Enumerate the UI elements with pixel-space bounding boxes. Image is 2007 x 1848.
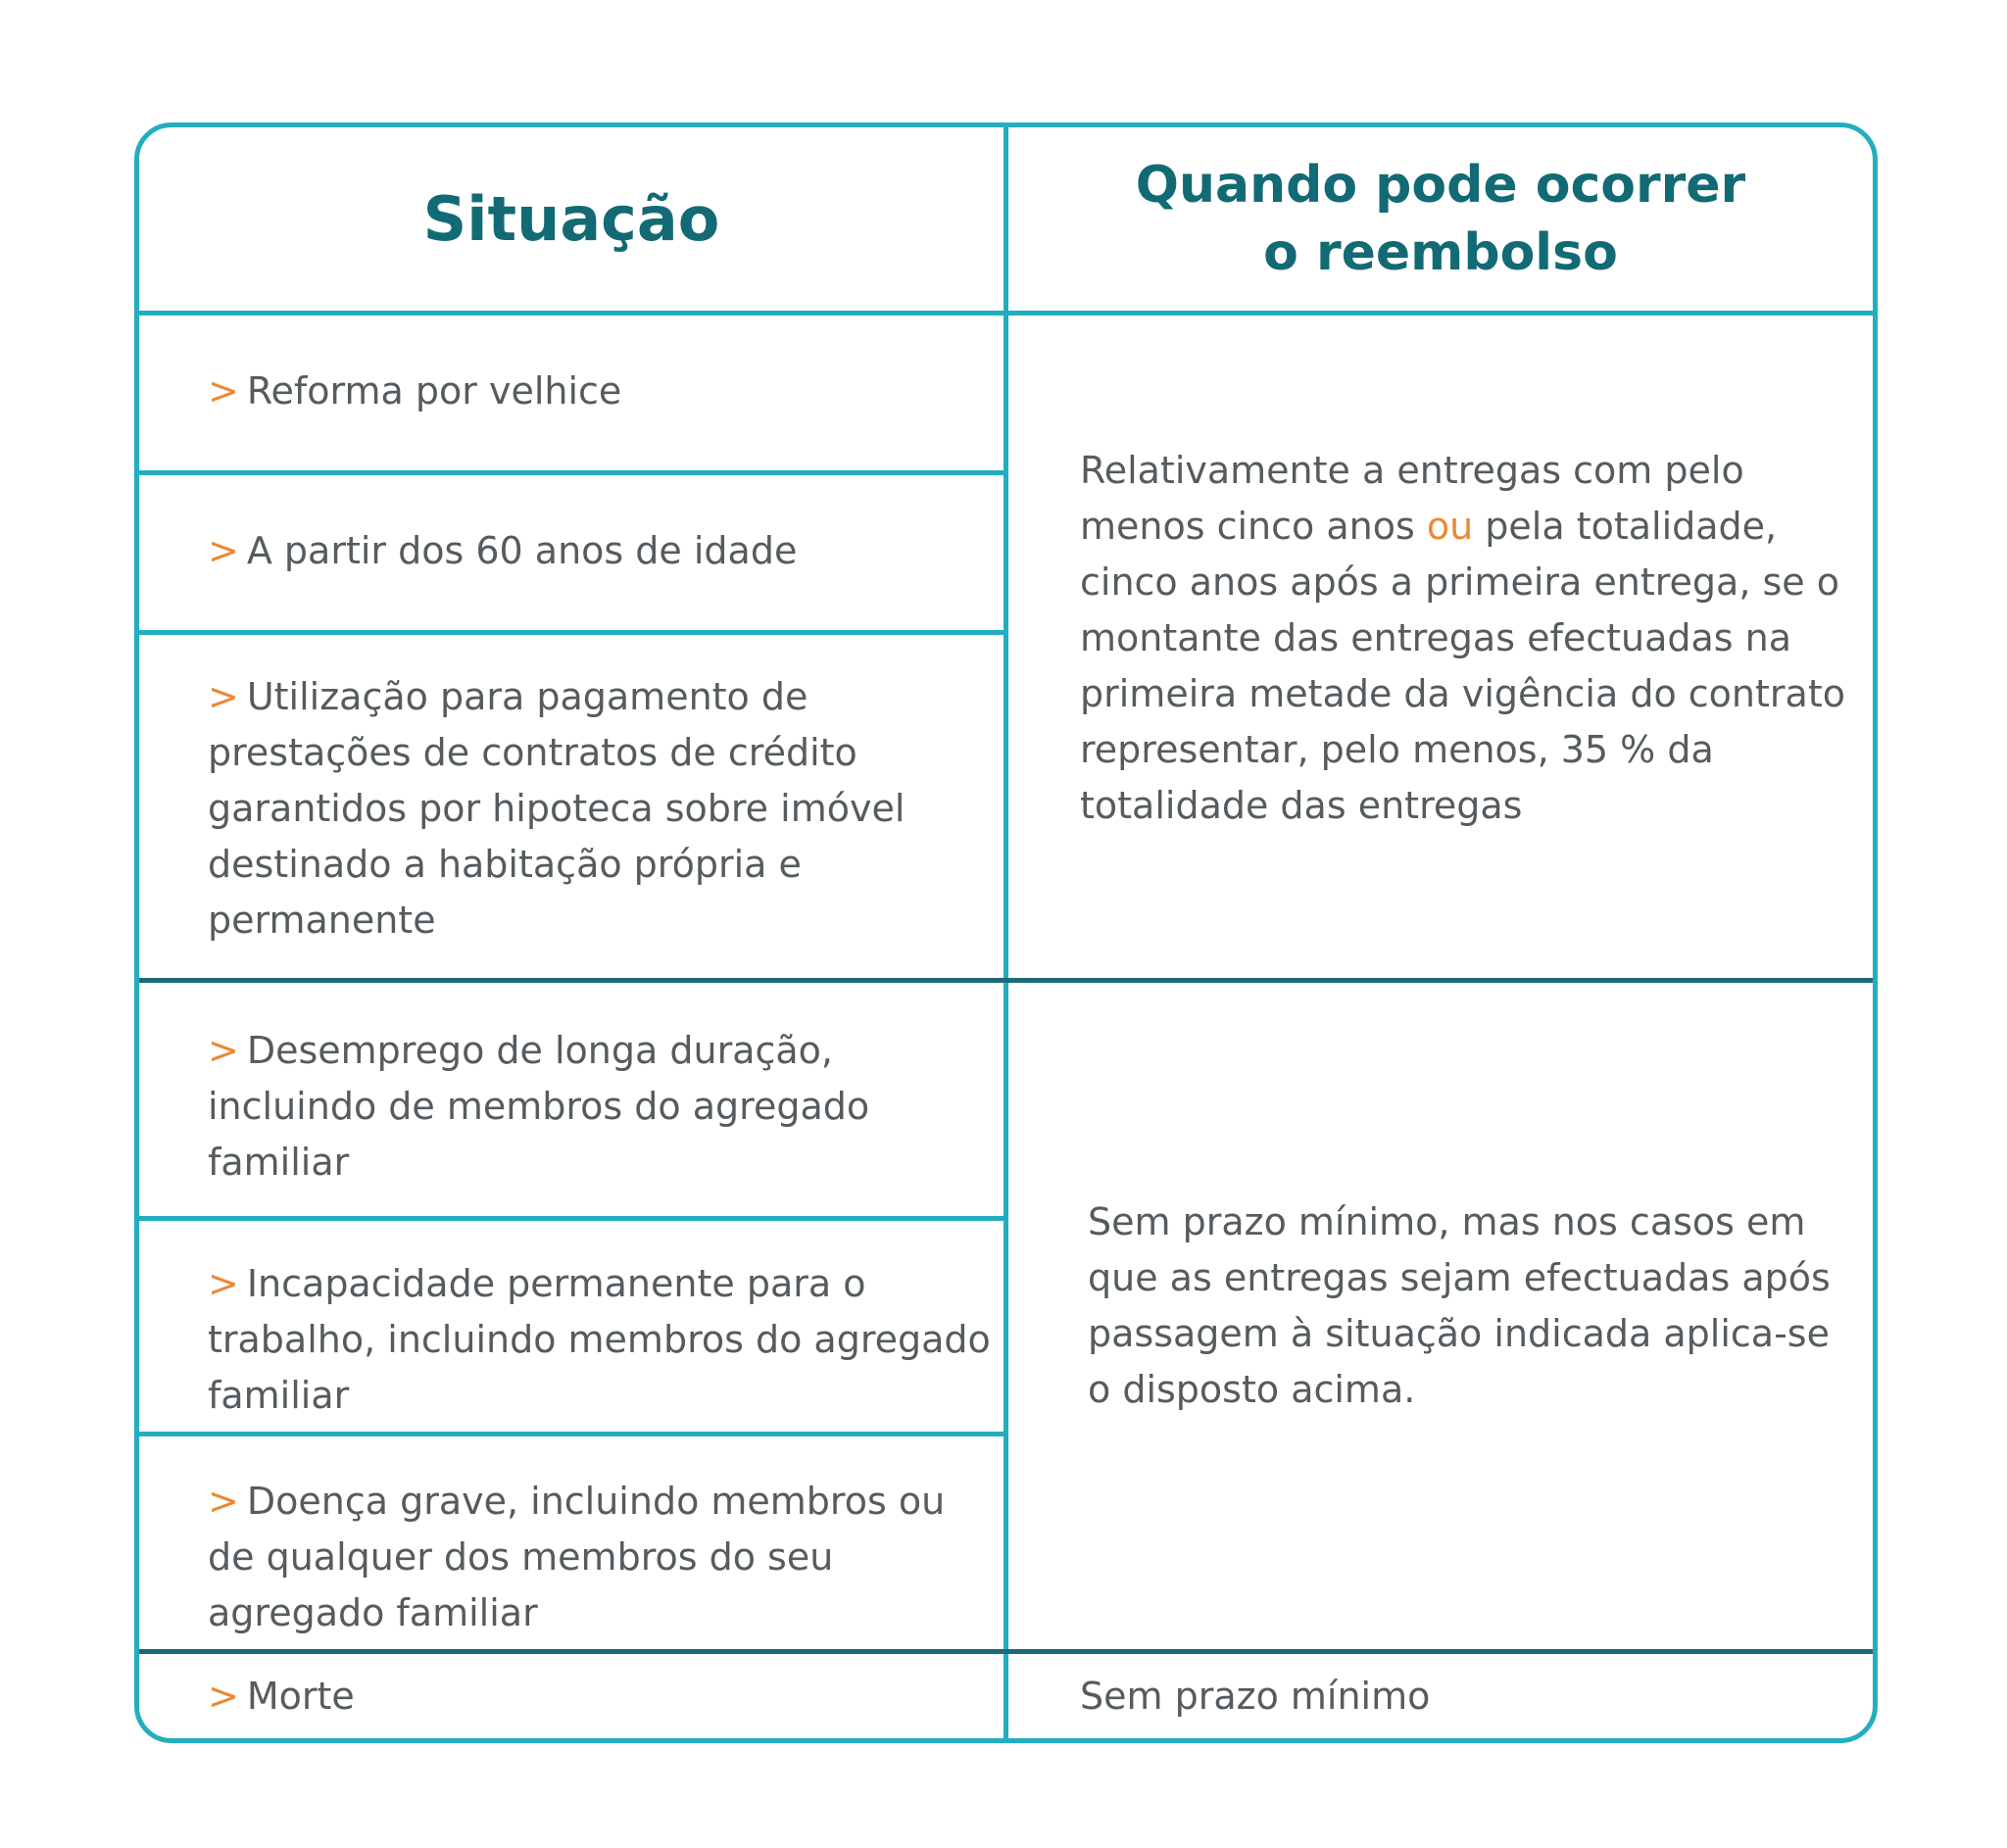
situation-text: Desemprego de longa duração, incluindo de membros do agregado familiar <box>208 1029 870 1184</box>
header-refund-line1: Quando pode ocorrer <box>1135 155 1746 215</box>
refund-conditions-table <box>134 122 1878 1743</box>
arrow-icon: > <box>208 369 239 413</box>
situation-cell <box>208 1023 992 1191</box>
row-divider <box>139 1432 1004 1436</box>
situation-text: Utilização para pagamento de prestações de contratos de crédito garantidos por hipoteca sobre imóvel destinado a habitação própria e permanente <box>208 675 906 942</box>
situation-text: Reforma por velhice <box>246 369 622 413</box>
row-divider <box>139 470 1004 475</box>
header-refund <box>1008 127 1873 311</box>
refund-text: Relativamente a entregas com pelo menos cinco anos <box>1080 449 1744 548</box>
arrow-icon: > <box>208 1480 239 1523</box>
situation-cell <box>208 1474 992 1641</box>
arrow-icon: > <box>208 529 239 572</box>
header-situation <box>139 127 1004 311</box>
situation-text: Morte <box>246 1675 355 1718</box>
arrow-icon: > <box>208 1029 239 1072</box>
arrow-icon: > <box>208 1262 239 1305</box>
refund-cell-group-2 <box>1088 1194 1862 1418</box>
header-situation-label: Situação <box>422 183 720 255</box>
refund-text: Sem prazo mínimo, mas nos casos em que as entregas sejam efectuadas após passagem à situação indicada aplica-se o disposto acima. <box>1088 1200 1831 1411</box>
row-divider <box>139 1216 1004 1221</box>
refund-cell-group-3 <box>1080 1669 1854 1725</box>
header-refund-line2: o reembolso <box>1263 222 1618 282</box>
refund-cell-group-1 <box>1080 443 1854 834</box>
situation-cell <box>208 1669 992 1725</box>
group-divider <box>139 978 1873 983</box>
arrow-icon: > <box>208 675 239 718</box>
situation-cell <box>208 1256 992 1424</box>
group-divider <box>139 1649 1873 1654</box>
situation-cell <box>208 523 992 579</box>
row-divider <box>139 630 1004 635</box>
refund-text: Sem prazo mínimo <box>1080 1675 1431 1718</box>
refund-text: pela totalidade, cinco anos após a primeira entrega, se o montante das entregas efectuadas na primeira metade da vigência do contrato representar, pelo menos, 35 % da totalidade das entregas <box>1080 505 1845 827</box>
situation-cell <box>208 669 992 948</box>
situation-text: Doença grave, incluindo membros ou de qualquer dos membros do seu agregado familiar <box>208 1480 946 1634</box>
situation-text: Incapacidade permanente para o trabalho, incluindo membros do agregado familiar <box>208 1262 991 1417</box>
column-divider <box>1004 127 1008 1738</box>
situation-text: A partir dos 60 anos de idade <box>246 529 798 572</box>
arrow-icon: > <box>208 1675 239 1718</box>
refund-highlight: ou <box>1426 505 1474 548</box>
situation-cell <box>208 364 992 419</box>
header-divider <box>139 311 1873 316</box>
